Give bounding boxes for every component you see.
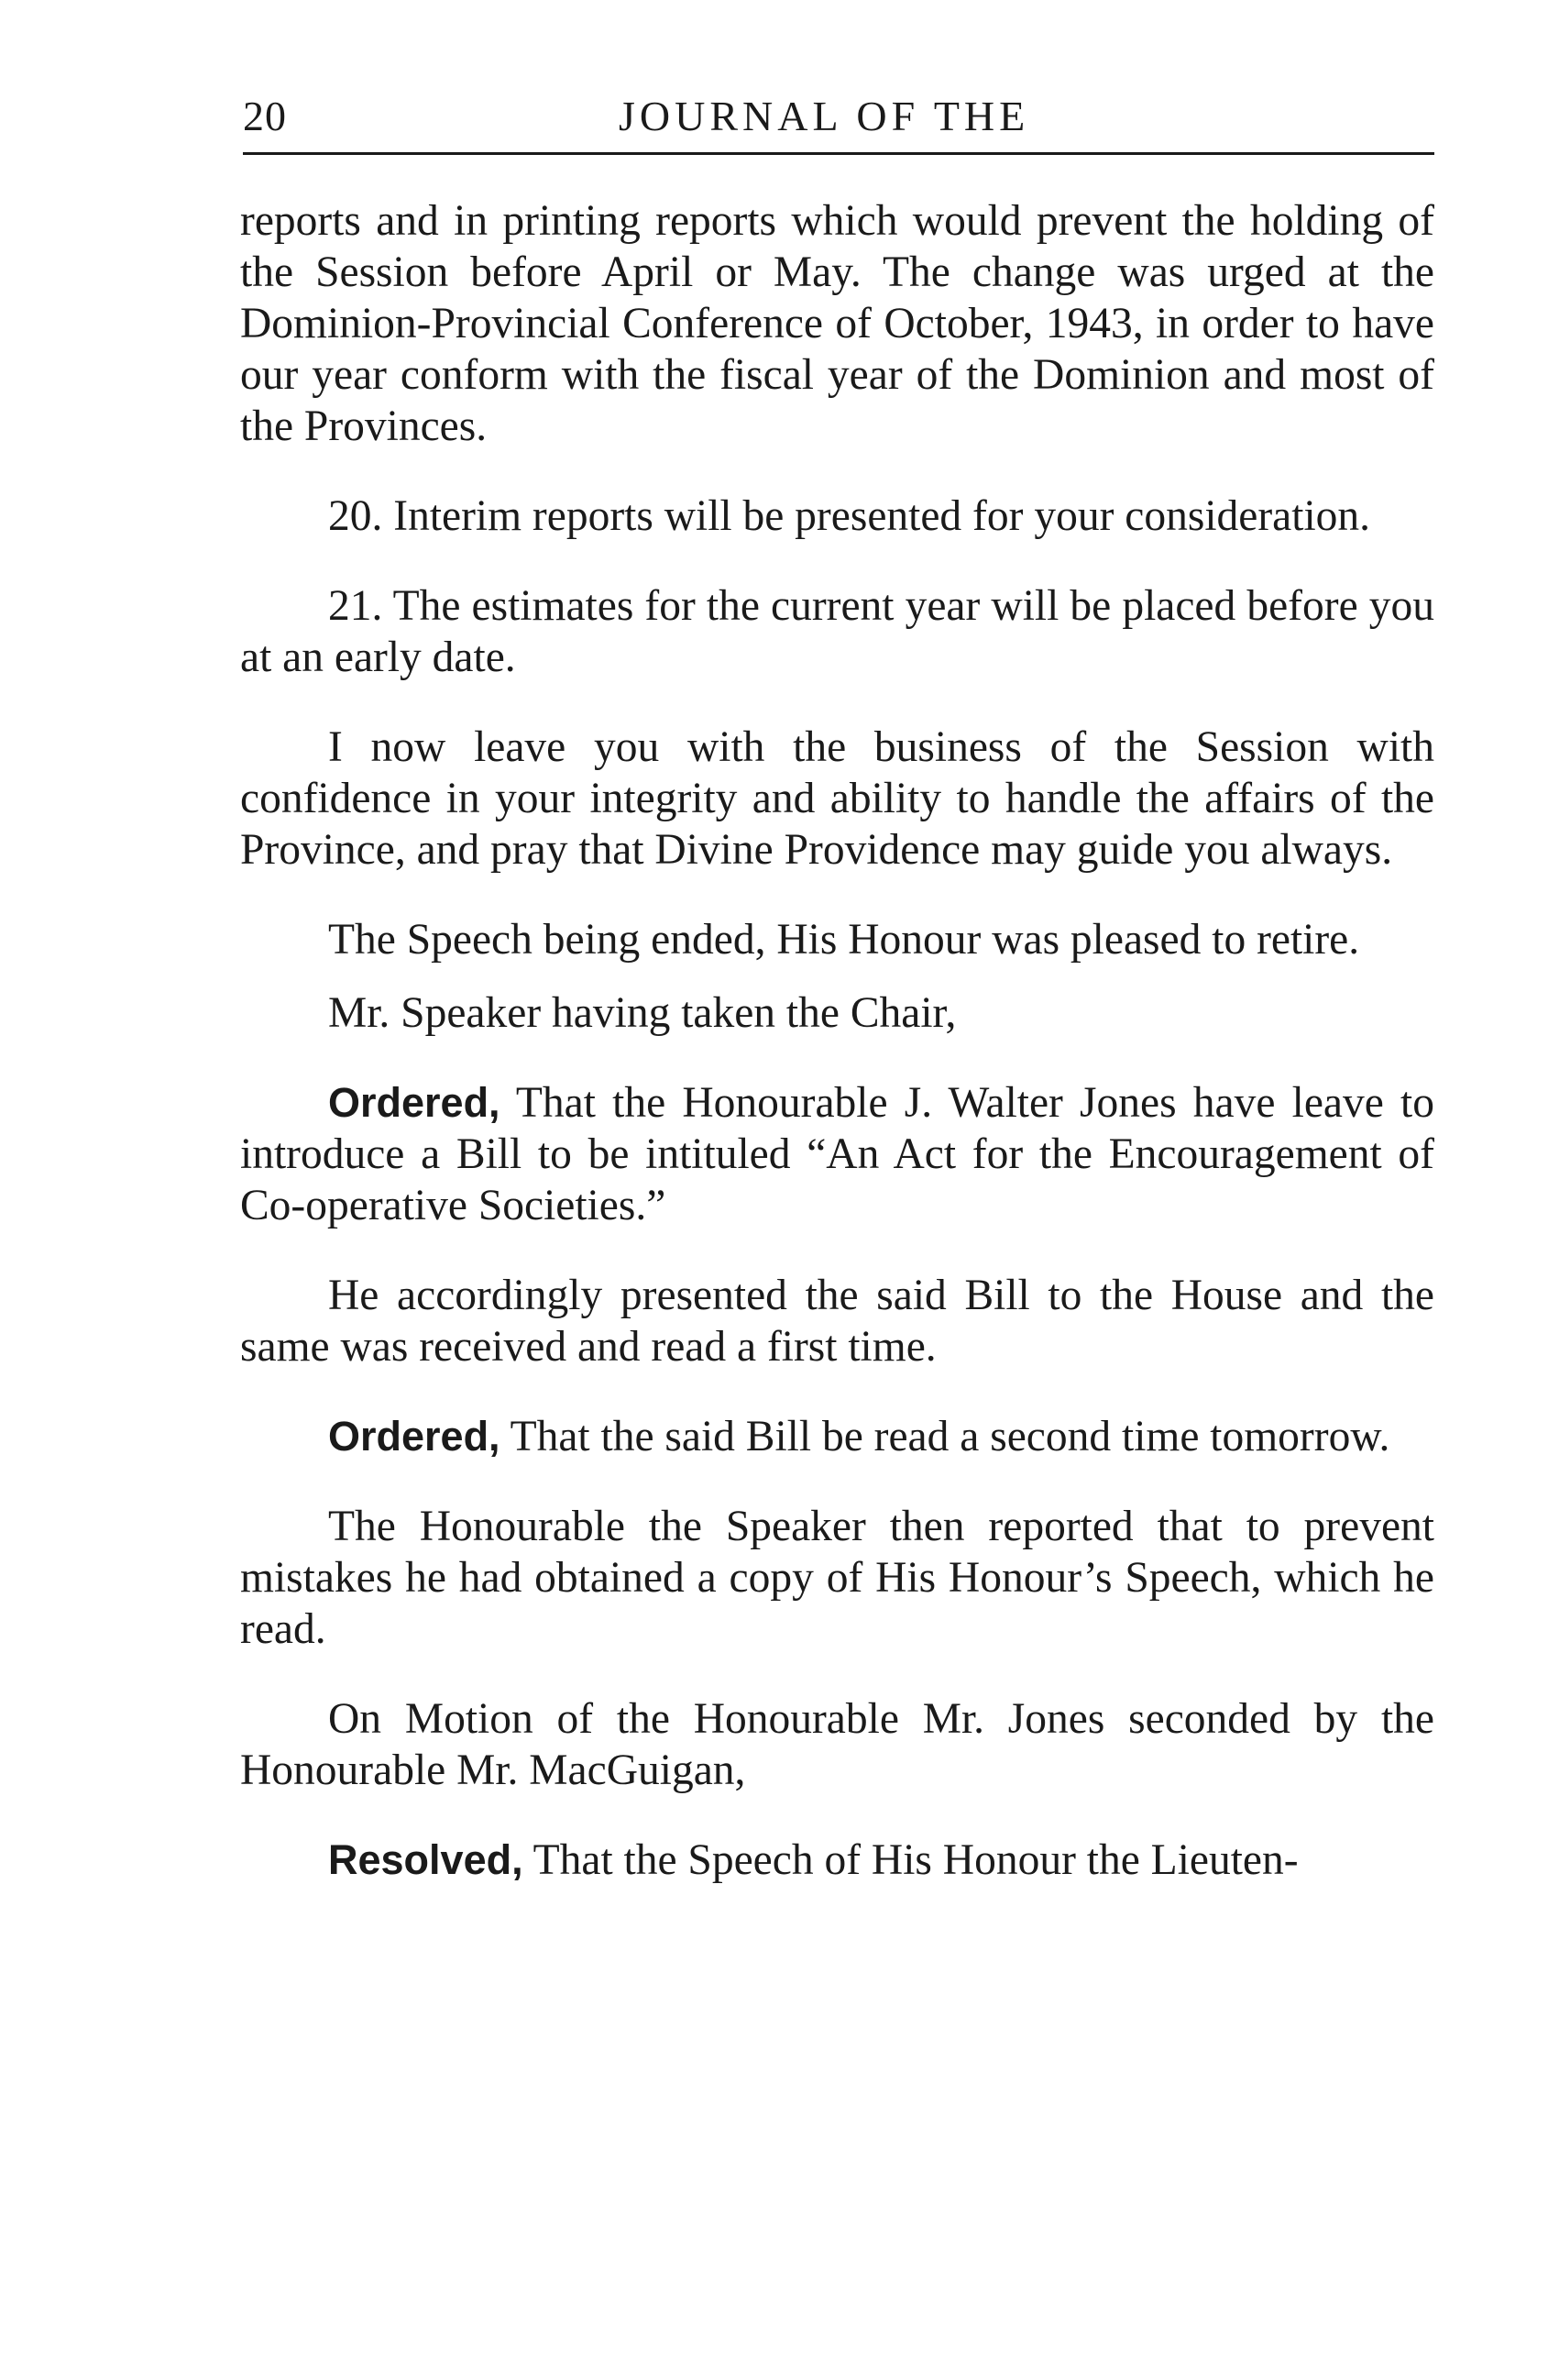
paragraph-continued-report <box>240 195 1434 452</box>
paragraph-text: I now leave you with the business of the Session with confidence in your integrity and ability to handle the affairs of the Province, and pray that Divine Providence may guide you always. <box>240 723 1434 874</box>
paragraph-text: The Honourable the Speaker then reported that to prevent mistakes he had obtained a copy of His Honour’s Speech, which he read. <box>240 1503 1434 1653</box>
page-number: 20 <box>243 93 287 139</box>
paragraph-text: The Speech being ended, His Honour was pleased to retire. <box>328 916 1360 964</box>
paragraph-lead: Ordered, <box>328 1413 500 1460</box>
paragraph-item-21 <box>240 580 1434 683</box>
paragraph-speaker-chair <box>240 987 1434 1039</box>
paragraph-ordered-bill-introduction <box>240 1077 1434 1231</box>
paragraph-text: 20. Interim reports will be presented for your consideration. <box>328 492 1371 540</box>
paragraph-speech-ended <box>240 914 1434 965</box>
running-head <box>243 92 1434 156</box>
paragraph-lead: Resolved, <box>328 1836 523 1883</box>
paragraph-text: 21. The estimates for the current year will be placed before you at an early date. <box>240 582 1434 681</box>
paragraph-text: On Motion of the Honourable Mr. Jones seconded by the Honourable Mr. MacGuigan, <box>240 1695 1434 1794</box>
paragraph-text: reports and in printing reports which would prevent the holding of the Session before April or May. The change was urged at the Dominion-Provincial Conference of October, 1943, in order to have our year conform with the fiscal year of the Dominion and most of the Provinces. <box>240 197 1434 450</box>
paragraph-lead: Ordered, <box>328 1079 500 1126</box>
paragraph-text: That the Honourable J. Walter Jones have leave to introduce a Bill to be intituled “An Act for the Encouragement of Co-operative Societies.” <box>240 1079 1434 1229</box>
running-title: JOURNAL OF THE <box>619 93 1030 139</box>
paragraph-resolved <box>240 1835 1434 1886</box>
header-rule <box>243 152 1434 155</box>
paragraph-text: He accordingly presented the said Bill to the House and the same was received and read a first time. <box>240 1272 1434 1371</box>
paragraph-ordered-second-reading <box>240 1411 1434 1462</box>
paragraph-text: That the Speech of His Honour the Lieuten- <box>522 1836 1299 1884</box>
paragraph-speech-copy <box>240 1501 1434 1655</box>
paragraph-item-20 <box>240 490 1434 542</box>
paragraph-text: That the said Bill be read a second time tomorrow. <box>500 1413 1390 1460</box>
paragraph-closing-remarks <box>240 722 1434 876</box>
paragraph-text: Mr. Speaker having taken the Chair, <box>328 989 957 1037</box>
page-body <box>240 195 1434 1886</box>
paragraph-bill-first-reading <box>240 1270 1434 1372</box>
paragraph-motion <box>240 1693 1434 1796</box>
